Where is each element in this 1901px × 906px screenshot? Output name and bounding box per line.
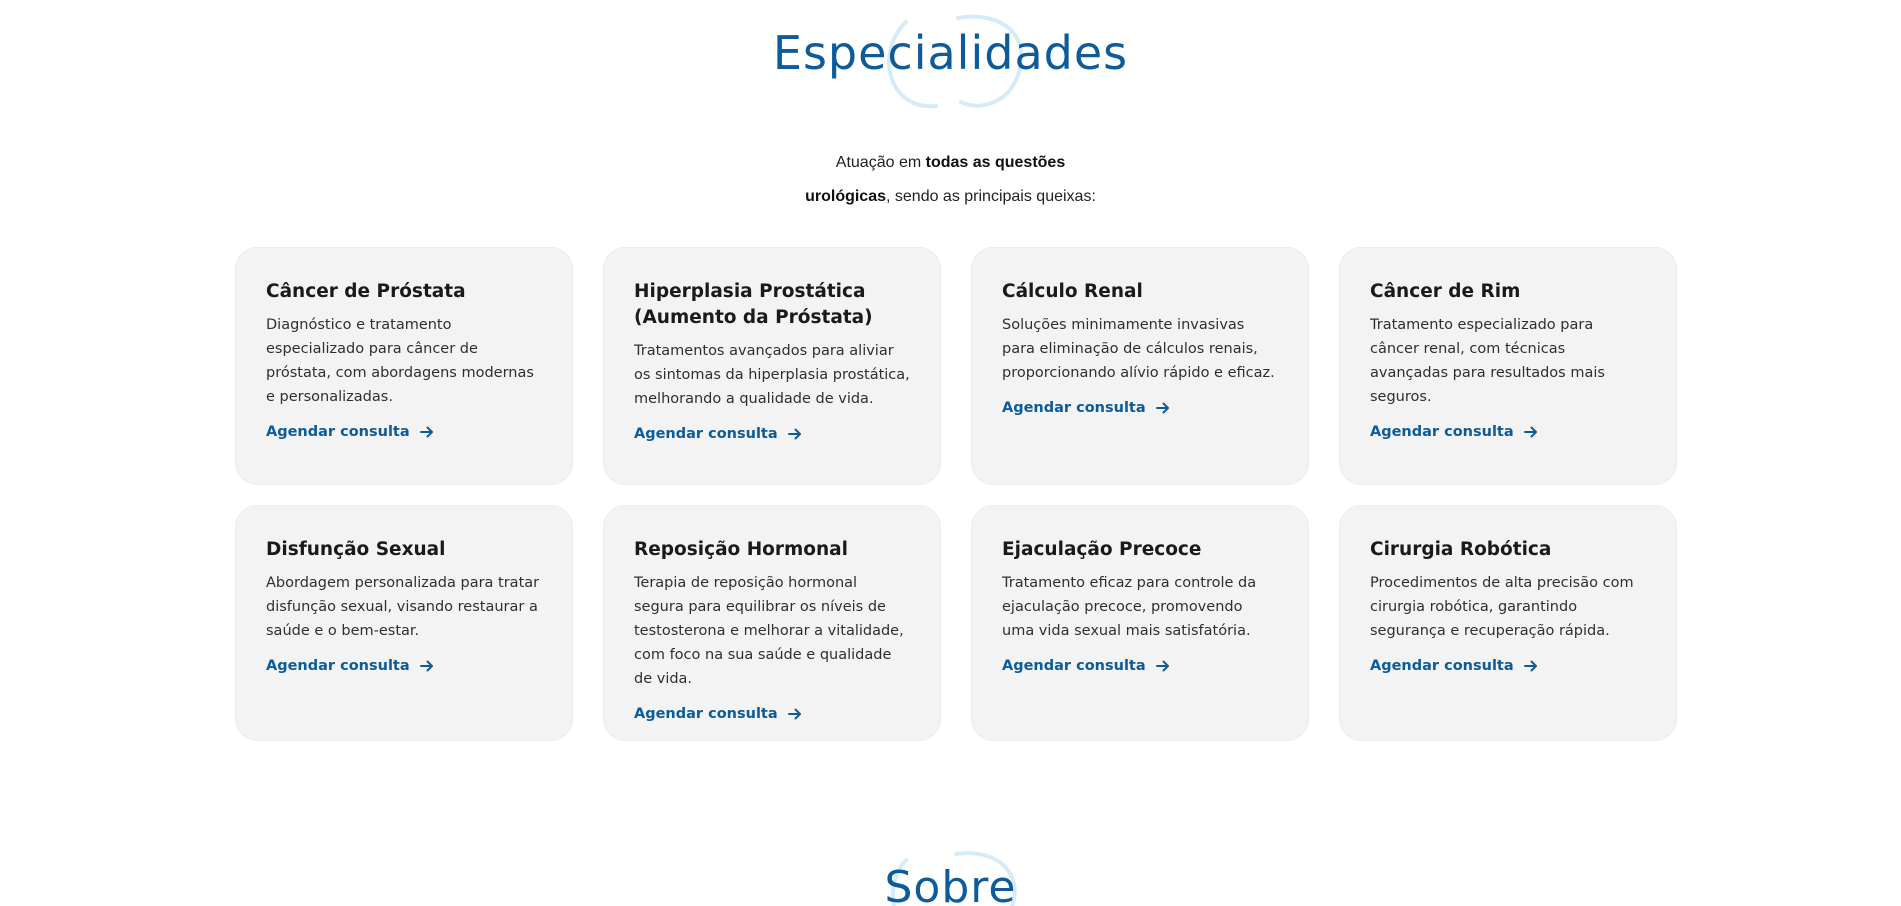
card-description: Soluções minimamente invasivas para eliminação de cálculos renais, proporcionando alívio rápido e eficaz. (1002, 317, 1275, 381)
card-title: Cálculo Renal (1002, 281, 1143, 302)
specialty-card (235, 247, 573, 485)
arrow-right-icon (1524, 660, 1538, 672)
specialty-card (971, 505, 1309, 741)
card-title: Reposição Hormonal (634, 539, 848, 560)
intro-text-1: Atuação em (835, 154, 926, 171)
card-description: Tratamento especializado para câncer renal, com técnicas avançadas para resultados mais seguros. (1370, 317, 1605, 405)
schedule-consultation-link[interactable] (1370, 421, 1538, 443)
card-title: Disfunção Sexual (266, 539, 446, 560)
card-description: Procedimentos de alta precisão com cirurgia robótica, garantindo segurança e recuperação rápida. (1370, 575, 1634, 639)
arrow-right-icon (420, 426, 434, 438)
arrow-right-icon (1156, 402, 1170, 414)
specialty-card (235, 505, 573, 741)
schedule-consultation-link[interactable] (1370, 655, 1538, 677)
card-description: Tratamento eficaz para controle da ejaculação precoce, promovendo uma vida sexual mais satisfatória. (1002, 575, 1257, 639)
sobre-header (0, 862, 1901, 906)
schedule-consultation-link[interactable] (1002, 655, 1170, 677)
card-description: Tratamentos avançados para aliviar os sintomas da hiperplasia prostática, melhorando a qualidade de vida. (634, 343, 910, 407)
card-title: Ejaculação Precoce (1002, 539, 1202, 560)
schedule-consultation-link[interactable] (266, 421, 434, 443)
schedule-consultation-link[interactable] (1002, 397, 1170, 419)
intro-text-2: , sendo as principais queixas: (886, 188, 1096, 205)
arrow-right-icon (420, 660, 434, 672)
especialidades-header (0, 26, 1901, 80)
cta-label: Agendar consulta (1002, 400, 1146, 416)
specialty-card (603, 505, 941, 741)
card-description: Terapia de reposição hormonal segura para equilibrar os níveis de testosterona e melhorar a vitalidade, com foco na sua saúde e qualidade de vida. (634, 575, 904, 687)
specialty-card (971, 247, 1309, 485)
schedule-consultation-link[interactable] (634, 423, 802, 445)
arrow-right-icon (788, 428, 802, 440)
arrow-right-icon (788, 708, 802, 720)
specialty-card (1339, 247, 1677, 485)
card-description: Diagnóstico e tratamento especializado para câncer de próstata, com abordagens modernas e personalizadas. (266, 317, 534, 405)
schedule-consultation-link[interactable] (266, 655, 434, 677)
section-title-sobre: Sobre (884, 862, 1017, 906)
cta-label: Agendar consulta (1002, 658, 1146, 674)
cta-label: Agendar consulta (1370, 658, 1514, 674)
cta-label: Agendar consulta (1370, 424, 1514, 440)
cta-label: Agendar consulta (266, 424, 410, 440)
arrow-right-icon (1156, 660, 1170, 672)
specialty-card (603, 247, 941, 485)
cta-label: Agendar consulta (634, 426, 778, 442)
especialidades-intro (0, 146, 1901, 214)
card-title: Hiperplasia Prostática (Aumento da Próstata) (634, 281, 873, 328)
specialty-card (1339, 505, 1677, 741)
section-title-especialidades: Especialidades (772, 26, 1129, 80)
card-title: Câncer de Próstata (266, 281, 466, 302)
card-description: Abordagem personalizada para tratar disfunção sexual, visando restaurar a saúde e o bem-estar. (266, 575, 540, 639)
intro-bold-1: todas as questões (925, 154, 1066, 171)
cta-label: Agendar consulta (634, 706, 778, 722)
cta-label: Agendar consulta (266, 658, 410, 674)
card-title: Câncer de Rim (1370, 281, 1521, 302)
schedule-consultation-link[interactable] (634, 703, 802, 725)
specialties-grid (235, 247, 1677, 741)
arrow-right-icon (1524, 426, 1538, 438)
intro-bold-2: urológicas (805, 188, 886, 205)
card-title: Cirurgia Robótica (1370, 539, 1552, 560)
